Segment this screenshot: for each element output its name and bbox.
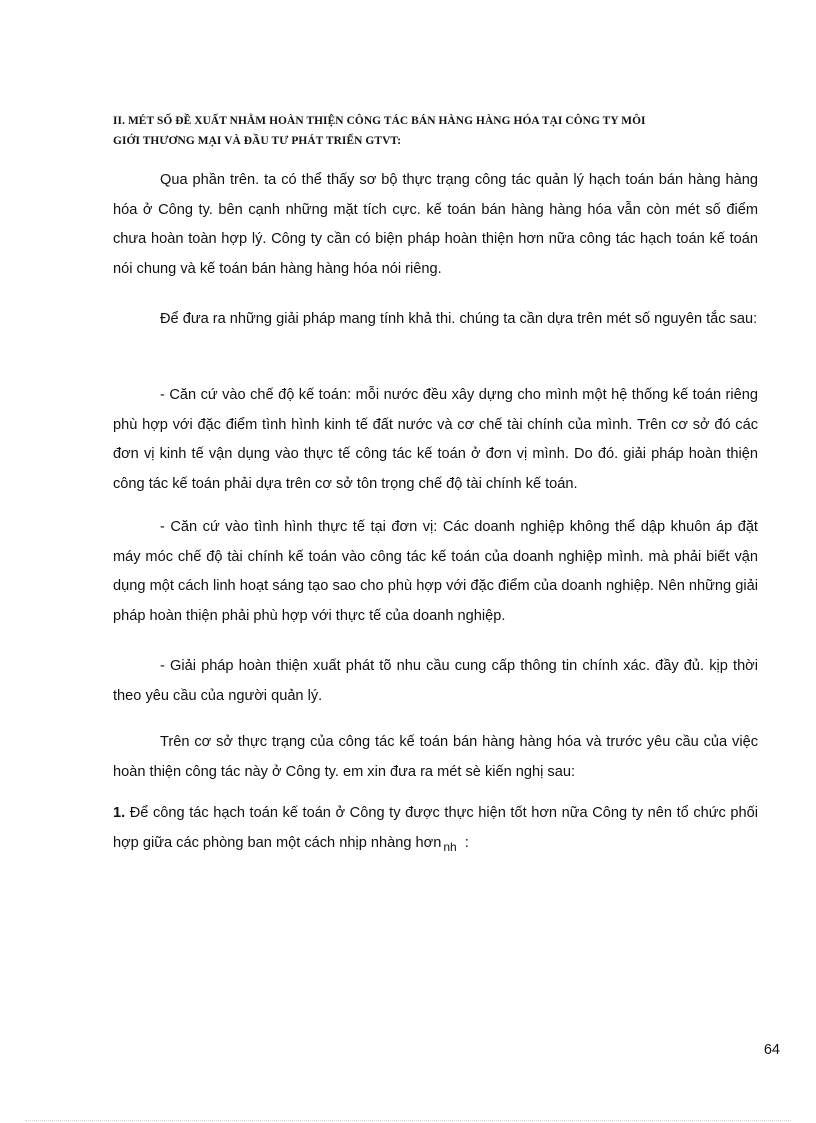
paragraph-intro: Qua phần trên. ta có thể thấy sơ bộ thực trạng công tác quản lý hạch toán bán hàng hàng hóa ở Công ty. bên cạnh những mặt tích cực. kế toán bán hàng hàng hóa vẫn còn mét số điểm chưa hoàn toàn hợp lý. Công ty cần có biện pháp hoàn thiện hơn nữa công tác hạch toán kế toán nói chung và kế toán bán hàng hàng hóa nói riêng. bbox=[113, 172, 758, 277]
paragraph-recommendations-lead: Trên cơ sở thực trạng của công tác kế toán bán hàng hàng hóa và trước yêu cầu của việc hoàn thiện công tác này ở Công ty. em xin đưa ra mét sè kiến nghị sau: bbox=[113, 734, 758, 780]
recommendation-colon: : bbox=[464, 834, 469, 851]
section-heading-line-1: II. MÉT SỐ ĐỀ XUẤT NHẰM HOÀN THIỆN CÔNG TÁC BÁN HÀNG HÀNG HÓA TẠI CÔNG TY MÔI bbox=[113, 115, 646, 127]
recommendation-number: 1. bbox=[113, 805, 126, 821]
section-heading-line-2: GIỚI THƯƠNG MẠI VÀ ĐẦU TƯ PHÁT TRIỂN GTVT: bbox=[113, 135, 402, 147]
paragraph-recommendation-1 bbox=[113, 799, 758, 858]
paragraph-principle-information-needs: - Giải pháp hoàn thiện xuất phát tõ nhu cầu cung cấp thông tin chính xác. đầy đủ. kịp thời theo yêu cầu của người quản lý. bbox=[113, 658, 758, 704]
paragraph-principles-lead: Để đưa ra những giải pháp mang tính khả thi. chúng ta cần dựa trên mét số nguyên tắc sau: bbox=[160, 311, 758, 327]
recommendation-subscript: nh bbox=[443, 839, 457, 854]
page-bottom-divider bbox=[25, 1120, 791, 1121]
paragraph-principle-accounting-regime: - Căn cứ vào chế độ kế toán: mỗi nước đều xây dựng cho mình một hệ thống kế toán riêng phù hợp với đặc điểm tình hình kinh tế đất nước và cơ chế tài chính của mình. Trên cơ sở đó các đơn vị kinh tế vận dụng vào thực tế công tác kế toán ở đơn vị mình. Do đó. giải pháp hoàn thiện công tác kế toán phải dựa trên cơ sở tôn trọng chế độ tài chính kế toán. bbox=[113, 387, 758, 492]
paragraph-principle-actual-situation: - Căn cứ vào tình hình thực tế tại đơn vị: Các doanh nghiệp không thể dập khuôn áp đặt máy móc chế độ tài chính kế toán vào công tác kế toán của doanh nghiệp mình. mà phải biết vận dụng một cách linh hoạt sáng tạo sao cho phù hợp với đặc điểm của doanh nghiệp. Nên những giải pháp hoàn thiện phải phù hợp với thực tế của doanh nghiệp. bbox=[113, 519, 758, 624]
page-number: 64 bbox=[763, 1042, 780, 1058]
recommendation-text: Để công tác hạch toán kế toán ở Công ty được thực hiện tốt hơn nữa Công ty nên tổ chức phối hợp giữa các phòng ban một cách nhịp nhàng hơn bbox=[113, 805, 758, 851]
section-heading bbox=[113, 111, 758, 151]
